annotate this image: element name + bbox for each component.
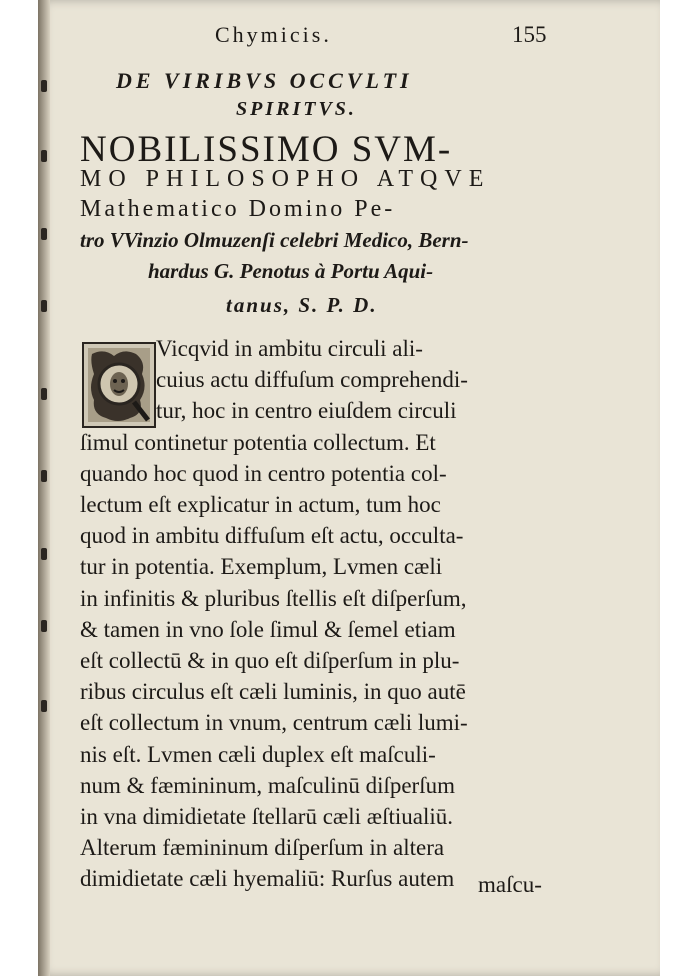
edge-mark xyxy=(41,620,47,632)
edge-mark xyxy=(41,80,47,92)
dedication-line-6: tanus, S. P. D. xyxy=(226,293,378,317)
body-line: eſt collectum in vnum, centrum cæli lumi- xyxy=(80,710,468,736)
dedication-line-5: hardus G. Penotus à Portu Aqui- xyxy=(148,259,434,283)
body-line: in vna dimidietate ſtellarū cæli æſtiualiū. xyxy=(80,804,454,829)
dedication-line-2: MO PHILOSOPHO ATQVE xyxy=(80,166,491,192)
body-line: ſimul continetur potentia collectum. Et xyxy=(80,429,436,455)
body-line: quod in ambitu diffuſum eſt actu, occulta- xyxy=(80,523,464,549)
body-line: nis eſt. Lvmen cæli duplex eſt maſculi- xyxy=(80,741,436,767)
body-line: tur, hoc in centro eiuſdem circuli xyxy=(156,398,457,424)
edge-mark xyxy=(41,470,47,482)
body-line: num & fæmininum, maſculinū diſperſum xyxy=(80,772,455,798)
body-line: eſt collectū & in quo eſt diſperſum in plu- xyxy=(80,648,460,673)
section-title-line-2: SPIRITVS. xyxy=(236,98,357,120)
body-line: cuius actu diffuſum comprehendi- xyxy=(156,367,468,393)
decorated-initial-q xyxy=(82,342,156,428)
body-line: lectum eſt explicatur in actum, tum hoc xyxy=(80,492,441,517)
body-line: ribus circulus eſt cæli luminis, in quo autē xyxy=(80,679,466,705)
edge-mark xyxy=(41,700,47,712)
body-line: dimidietate cæli hyemaliū: Rurſus autem xyxy=(80,866,455,892)
page-number: 155 xyxy=(512,22,547,47)
catchword: maſcu- xyxy=(478,872,542,897)
page-gutter xyxy=(38,0,50,976)
edge-mark xyxy=(41,150,47,162)
running-head: Chymicis. xyxy=(215,22,332,47)
edge-mark xyxy=(41,228,47,240)
edge-mark xyxy=(41,548,47,560)
body-line: quando hoc quod in centro potentia col- xyxy=(80,460,447,486)
body-line: Vicqvid in ambitu circuli ali- xyxy=(156,336,423,361)
edge-mark xyxy=(41,300,47,312)
section-title-line-1: DE VIRIBVS OCCVLTI xyxy=(116,68,413,93)
body-line: Alterum fæmininum diſperſum in altera xyxy=(80,835,445,861)
dedication-line-3: Mathematico Domino Pe- xyxy=(80,196,396,222)
dedication-line-1: NOBILISSIMO SVM- xyxy=(80,129,453,170)
edge-mark xyxy=(41,388,47,400)
body-line: & tamen in vno ſole ſimul & ſemel etiam xyxy=(80,616,456,642)
dedication-line-4: tro VVinzio Olmuzenſi celebri Medico, Bern- xyxy=(80,228,469,252)
body-line: tur in potentia. Exemplum, Lvmen cæli xyxy=(80,554,443,580)
body-line: in infinitis & pluribus ſtellis eſt diſperſum, xyxy=(80,585,467,611)
